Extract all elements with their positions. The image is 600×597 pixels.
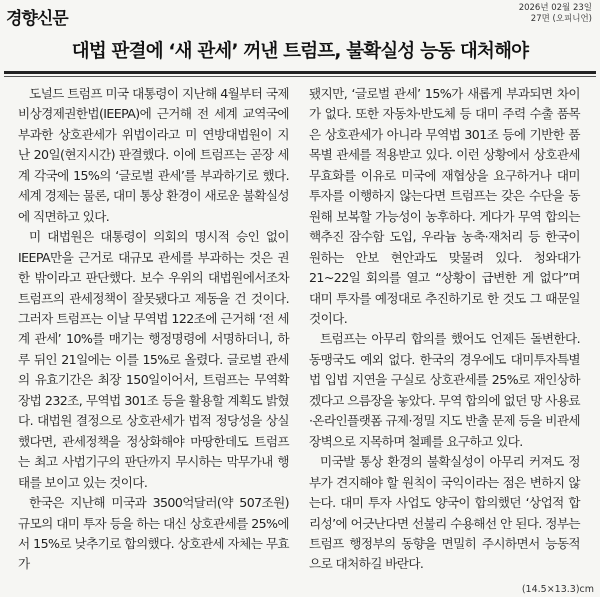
paragraph: 한국은 지난해 미국과 3500억달러(약 507조원) 규모의 대미 투자 등을 하는 대신 상호관세를 25%에서 15%로 낮추기로 합의했다. 상호관세 자체는 무효가 [18,495,289,572]
paragraph: 미국발 통상 환경의 불확실성이 아무리 커져도 정부가 견지해야 할 원칙이 국익이라는 점은 변하지 않는다. 대미 투자 사업도 양국이 합의했던 ‘상업적 합리성’에 어긋난다면 선불리 수용해선 안 된다. 정부는 트럼프 행정부의 동향을 면밀히 주시하면서 능동적으로 대처하길 바란다. [309,454,580,572]
paragraph: 됐지만, ‘글로벌 관세’ 15%가 새롭게 부과되면 차이가 없다. 또한 자동차·반도체 등 대미 주력 수출 품목은 상호관세가 아니라 무역법 301조 등에 기반한 품목별 관세를 적용받고 있다. 이런 상황에서 상호관세 무효화를 이유로 미국에 재협상을 요구하거나 대미 투자를 이행하지 않는다면 트럼프는 갖은 수단을 동원해 보복할 가능성이 농후하다. 게다가 무역 합의는 핵추진 잠수함 도입, 우라늄 농축·재처리 등 한국이 원하는 안보 현안과도 맞물려 있다. 청와대가 21~22일 회의를 열고 “상황이 급변한 게 없다”며 대미 투자를 예정대로 추진하기로 한 것도 그 때문일 것이다. [309,86,580,326]
paragraph: 미 대법원은 대통령이 의회의 명시적 승인 없이 IEEPA만을 근거로 대규모 관세를 부과하는 것은 권한 밖이라고 판단했다. 보수 우위의 대법원에서조차 트럼프의 관세정책이 잘못됐다고 제동을 건 것이다. 그러자 트럼프는 이날 무역법 122조에 근거해 ‘전 세계 관세’ 10%를 매기는 행정명령에 서명하더니, 하루 뒤인 21일에는 이를 15%로 올렸다. 글로벌 관세의 유효기간은 최장 150일이어서, 트럼프는 무역확장법 232조, 무역법 301조 등을 활용할 계획도 밝혔다. 대법원 결정으로 상호관세가 법적 정당성을 상실했다면, 관세정책을 정상화해야 마땅한데도 트럼프는 최고 사법기구의 판단까지 무시하는 막무가내 행태를 보이고 있는 것이다. [18,229,289,490]
newspaper-masthead: 경향신문 [6,9,68,29]
headline-rule-thin [4,76,596,77]
issue-date: 2026년 02월 23일 [518,3,592,13]
issue-meta [519,3,592,25]
article-headline: 대법 판결에 ‘새 관세’ 꺼낸 트럼프, 불확실성 능동 대처해야 [71,41,529,62]
clipping-size-note: (14.5×13.3)cm [521,584,594,595]
headline-rule-thick [4,71,596,74]
paragraph: 도널드 트럼프 미국 대통령이 지난해 4월부터 국제비상경제권한법(IEEPA)에 근거해 전 세계 교역국에 부과한 상호관세가 위법이라고 미 연방대법원이 지난 20일(현지시간) 판결했다. 이에 트럼프는 곧장 세계 각국에 15%의 ‘글로벌 관세’를 부과하기로 했다. 세계 경제는 물론, 대미 통상 환경이 새로운 불확실성에 직면하고 있다. [18,86,289,224]
page-section: 27면 (오피니언) [530,14,592,24]
article-column-right [309,84,580,575]
paragraph: 트럼프는 아무리 합의를 했어도 언제든 돌변한다. 동맹국도 예외 없다. 한국의 경우에도 대미투자특별법 입법 지연을 구실로 상호관세를 25%로 재인상하겠다고 으름장을 놓았다. 무역 합의에 없던 망 사용료·온라인플랫폼 규제·정밀 지도 반출 문제 등을 비관세 장벽으로 지목하며 철폐를 요구하고 있다. [309,331,580,449]
article-column-left [18,84,289,575]
